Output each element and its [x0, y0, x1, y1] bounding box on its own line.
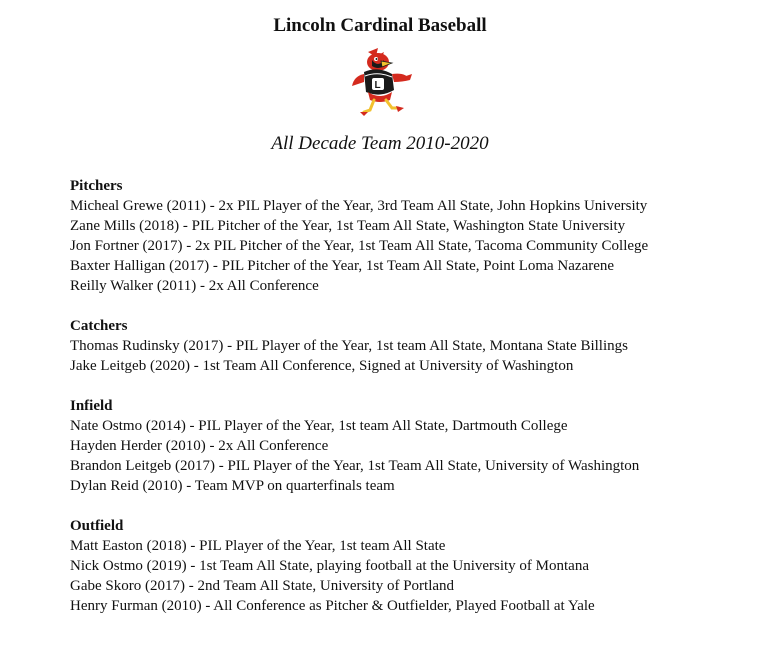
page-title: Lincoln Cardinal Baseball [273, 15, 487, 36]
player-entry: Brandon Leitgeb (2017) - PIL Player of the Year, 1st Team All State, University of Washington [70, 458, 640, 474]
player-entry: Micheal Grewe (2011) - 2x PIL Player of the Year, 3rd Team All State, John Hopkins University [70, 198, 648, 214]
player-entry: Nate Ostmo (2014) - PIL Player of the Year, 1st team All State, Dartmouth College [70, 418, 568, 434]
player-entry: Baxter Halligan (2017) - PIL Pitcher of the Year, 1st Team All State, Point Loma Nazarene [70, 258, 615, 274]
player-entry: Henry Furman (2010) - All Conference as Pitcher & Outfielder, Played Football at Yale [70, 598, 595, 614]
player-entry: Thomas Rudinsky (2017) - PIL Player of the Year, 1st team All State, Montana State Billings [70, 338, 628, 354]
section-pitchers [70, 176, 750, 296]
section-catchers [70, 316, 750, 376]
player-entry: Zane Mills (2018) - PIL Pitcher of the Year, 1st Team All State, Washington State University [70, 218, 626, 234]
roster [70, 176, 750, 636]
cardinal-mascot-icon [348, 46, 416, 118]
player-entry: Jon Fortner (2017) - 2x PIL Pitcher of the Year, 1st Team All State, Tacoma Community College [70, 238, 649, 254]
logo-letter: L [374, 80, 381, 91]
section-heading: Infield [70, 398, 113, 414]
section-heading: Outfield [70, 518, 124, 534]
player-entry: Gabe Skoro (2017) - 2nd Team All State, University of Portland [70, 578, 455, 594]
section-heading: Pitchers [70, 178, 123, 194]
player-entry: Jake Leitgeb (2020) - 1st Team All Conference, Signed at University of Washington [70, 358, 574, 374]
player-entry: Dylan Reid (2010) - Team MVP on quarterfinals team [70, 478, 395, 494]
page-subtitle: All Decade Team 2010-2020 [271, 133, 489, 154]
section-outfield [70, 516, 750, 616]
player-entry: Reilly Walker (2011) - 2x All Conference [70, 278, 319, 294]
player-entry: Matt Easton (2018) - PIL Player of the Year, 1st team All State [70, 538, 446, 554]
player-entry: Nick Ostmo (2019) - 1st Team All State, playing football at the University of Montana [70, 558, 590, 574]
player-entry: Hayden Herder (2010) - 2x All Conference [70, 438, 329, 454]
section-infield [70, 396, 750, 496]
section-heading: Catchers [70, 318, 128, 334]
